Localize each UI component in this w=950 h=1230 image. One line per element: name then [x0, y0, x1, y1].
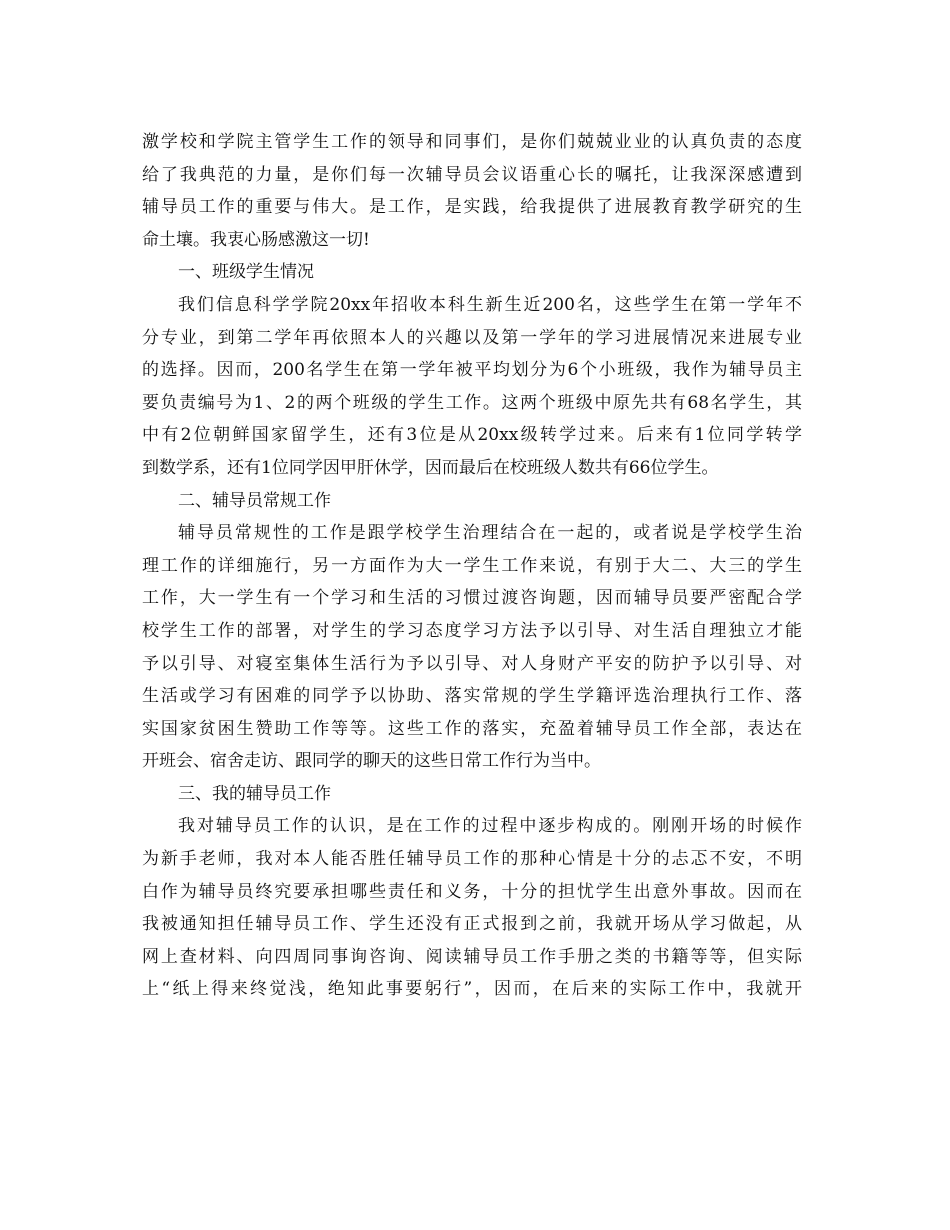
document-page: [142, 126, 802, 1006]
section-heading: 三、我的辅导员工作: [178, 783, 331, 804]
text-line: 理工作的详细施行，另一方面作为大一学生工作来说，有别于大二、大三的学生: [142, 555, 802, 576]
section-heading: 二、辅导员常规工作: [178, 490, 331, 511]
text-line: 我对辅导员工作的认识，是在工作的过程中逐步构成的。刚刚开场的时候作: [178, 816, 802, 837]
text-line: 要负责编号为1、2的两个班级的学生工作。这两个班级中原先共有68名学生，其: [142, 392, 802, 413]
text-line: 中有2位朝鲜国家留学生，还有3位是从20xx级转学过来。后来有1位同学转学: [142, 425, 802, 446]
intro-paragraph: [142, 126, 802, 256]
text-line: 到数学系，还有1位同学因甲肝休学，因而最后在校班级人数共有66位学生。: [142, 457, 719, 478]
text-line: 给了我典范的力量，是你们每一次辅导员会议语重心长的嘱托，让我深深感遭到: [142, 164, 802, 185]
section-class-students: [142, 256, 802, 484]
text-line: 上“纸上得来终觉浅，绝知此事要躬行”，因而，在后来的实际工作中，我就开: [142, 979, 802, 1000]
text-line: 开班会、宿舍走访、跟同学的聊天的这些日常工作行为当中。: [142, 751, 601, 772]
text-line: 网上查材料、向四周同事询咨询、阅读辅导员工作手册之类的书籍等等，但实际: [142, 946, 802, 967]
text-line: 的选择。因而，200名学生在第一学年被平均划分为6个小班级，我作为辅导员主: [142, 360, 802, 381]
text-line: 生活或学习有困难的同学予以协助、落实常规的学生学籍评选治理执行工作、落: [142, 686, 802, 707]
section-heading: 一、班级学生情况: [178, 262, 314, 283]
text-line: 我们信息科学学院20xx年招收本科生新生近200名，这些学生在第一学年不: [178, 294, 802, 315]
text-line: 辅导员常规性的工作是跟学校学生治理结合在一起的，或者说是学校学生治: [178, 523, 802, 544]
text-line: 白作为辅导员终究要承担哪些责任和义务，十分的担忧学生出意外事故。因而在: [142, 881, 802, 902]
text-line: 校学生工作的部署，对学生的学习态度学习方法予以引导、对生活自理独立才能: [142, 620, 802, 641]
text-line: 工作，大一学生有一个学习和生活的习惯过渡咨询题，因而辅导员要严密配合学: [142, 588, 802, 609]
text-line: 分专业，到第二学年再依照本人的兴趣以及第一学年的学习进展情况来进展专业: [142, 327, 802, 348]
section-routine-work: [142, 485, 802, 778]
text-line: 我被通知担任辅导员工作、学生还没有正式报到之前，我就开场从学习做起，从: [142, 914, 802, 935]
text-line: 实国家贫困生赞助工作等等。这些工作的落实，充盈着辅导员工作全部，表达在: [142, 718, 802, 739]
section-my-work: [142, 778, 802, 1006]
text-line: 为新手老师，我对本人能否胜任辅导员工作的那种心情是十分的忐忑不安，不明: [142, 849, 802, 870]
text-line: 辅导员工作的重要与伟大。是工作，是实践，给我提供了进展教育教学研究的生: [142, 197, 802, 218]
text-line: 予以引导、对寝室集体生活行为予以引导、对人身财产平安的防护予以引导、对: [142, 653, 802, 674]
text-line: 激学校和学院主管学生工作的领导和同事们，是你们兢兢业业的认真负责的态度: [142, 132, 802, 152]
text-line: 命土壤。我衷心肠感激这一切!: [142, 229, 370, 250]
